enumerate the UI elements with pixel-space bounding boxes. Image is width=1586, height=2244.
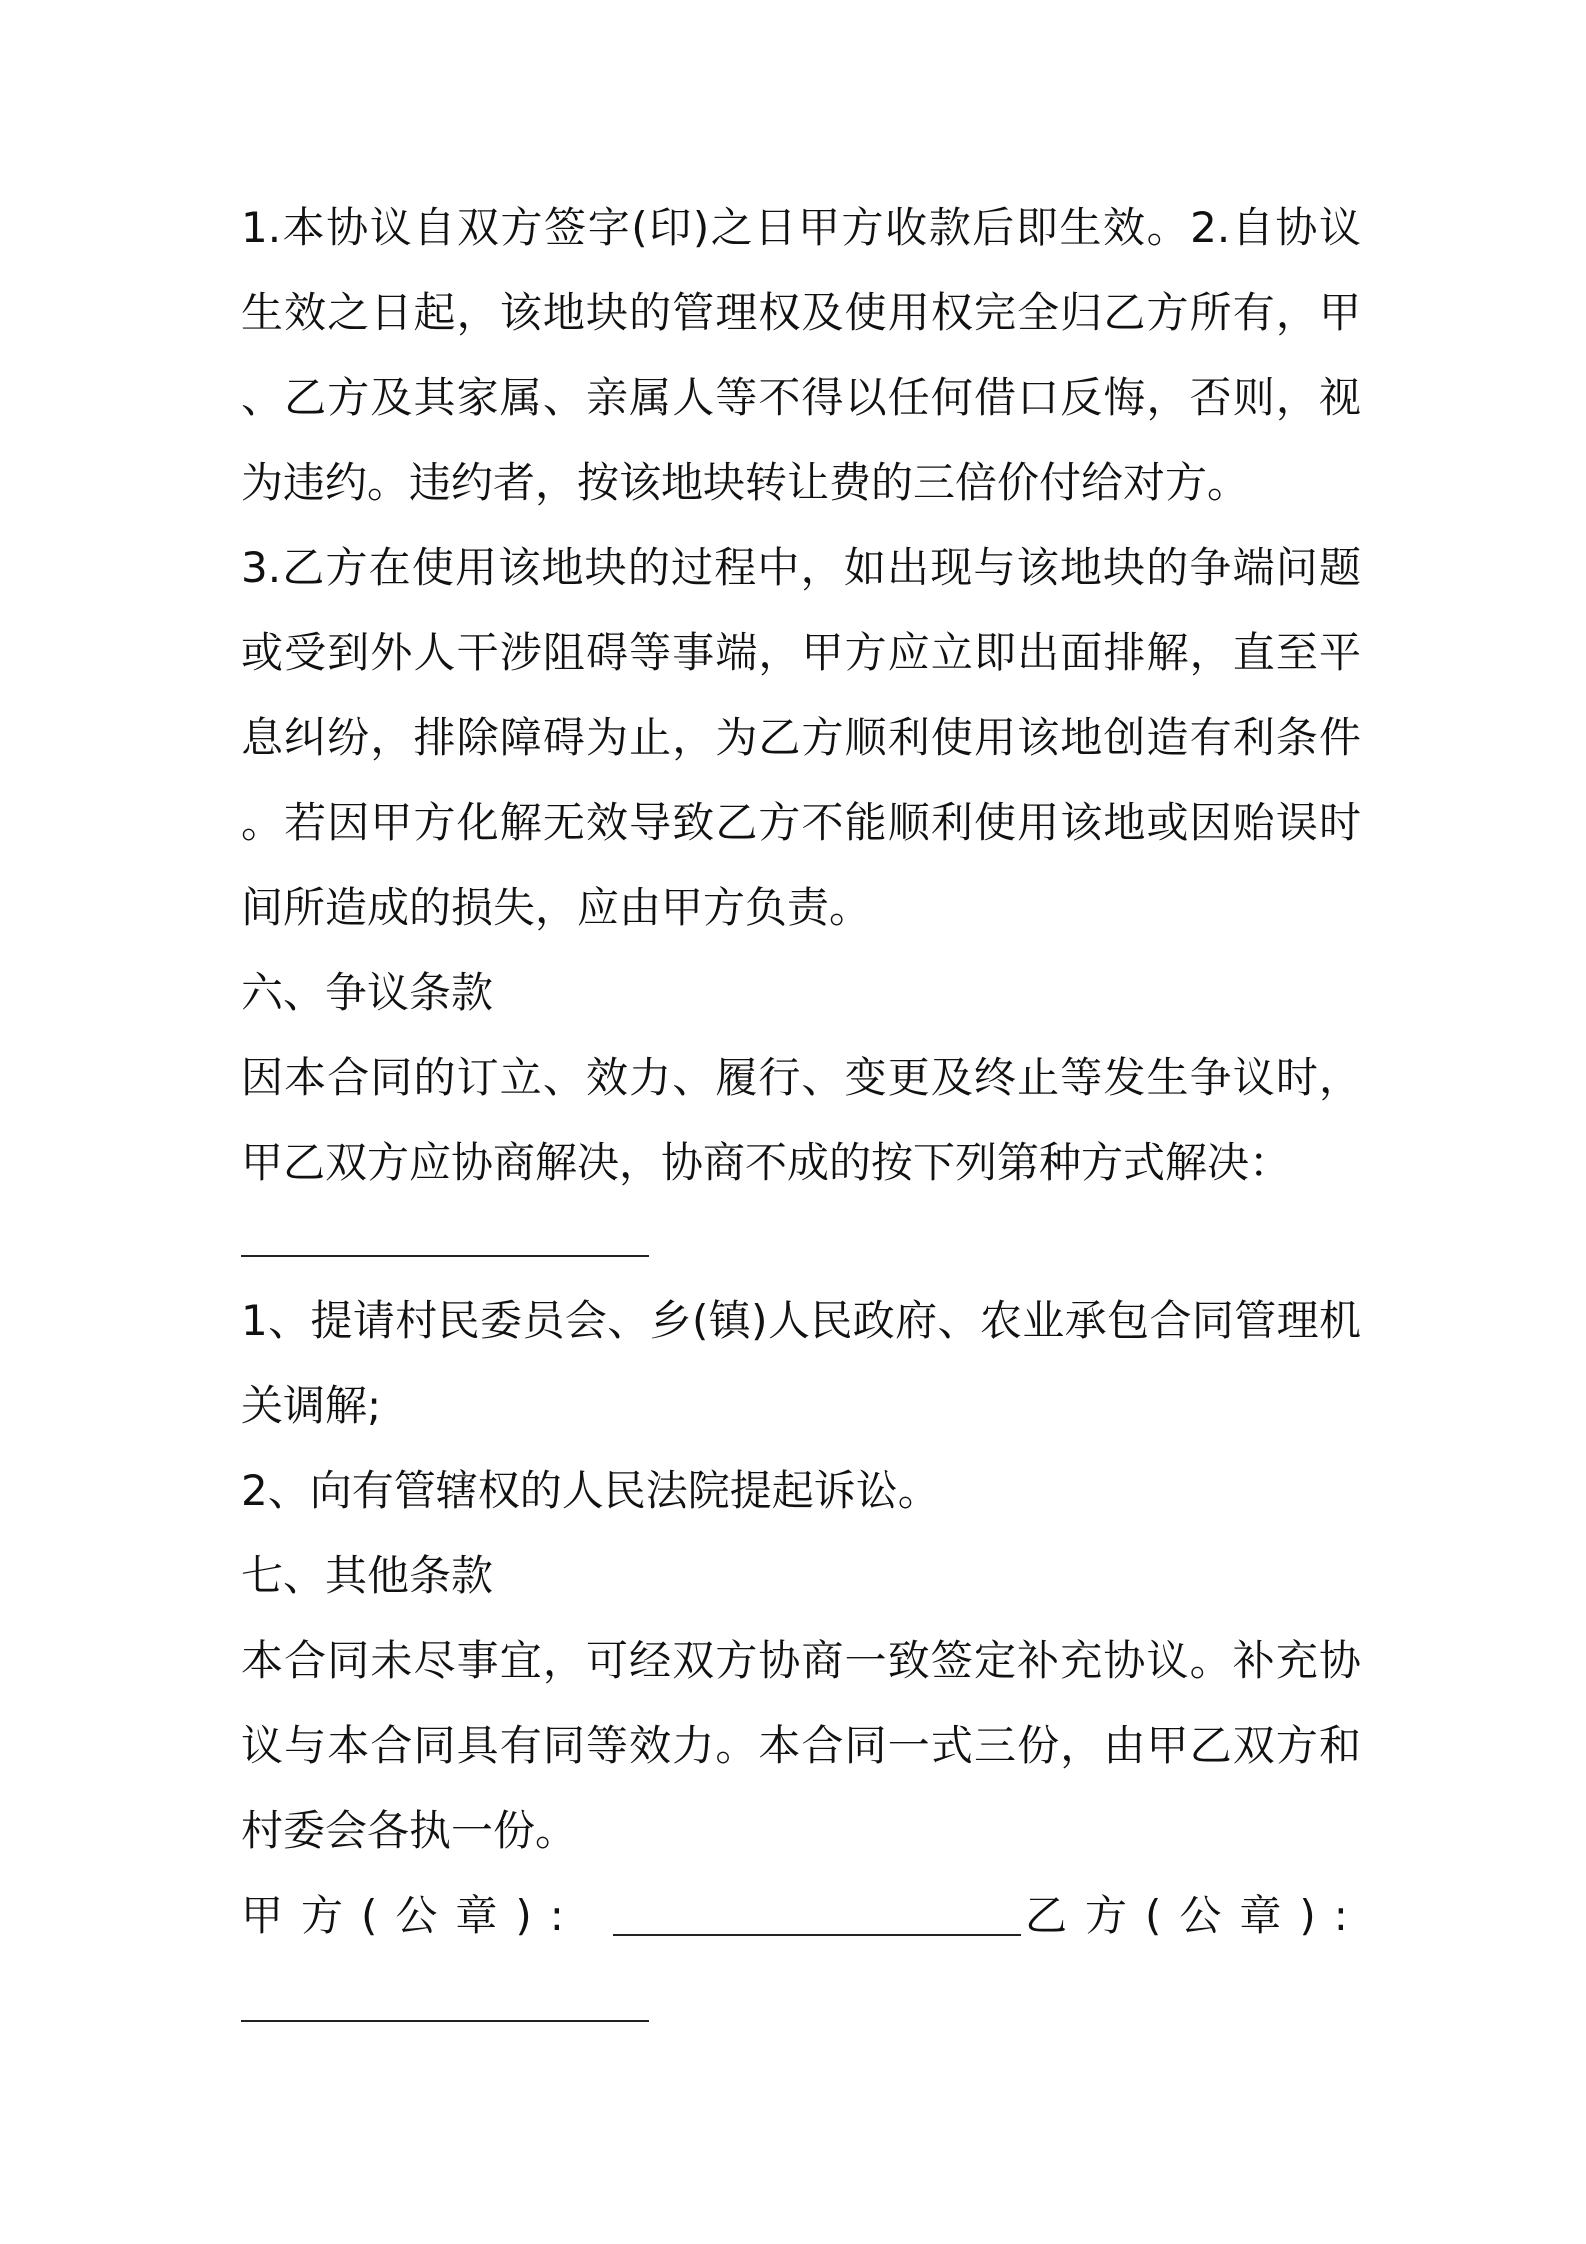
paragraph-line: 3.乙方在使用该地块的过程中，如出现与该地块的争端问题 (241, 543, 1361, 592)
section-heading: 六、争议条款 (241, 968, 494, 1017)
paragraph-line: 、乙方及其家属、亲属人等不得以任何借口反悔，否则，视 (241, 373, 1361, 422)
paragraph-line: 息纠纷，排除障碍为止，为乙方顺利使用该地创造有利条件 (241, 713, 1361, 762)
paragraph-line: 为违约。违约者，按该地块转让费的三倍价付给对方。 (241, 458, 1250, 507)
paragraph-line: 2、向有管辖权的人民法院提起诉讼。 (241, 1466, 940, 1515)
section-heading: 七、其他条款 (241, 1551, 494, 1600)
paragraph-line: 关调解; (241, 1381, 382, 1430)
paragraph-line: 村委会各执一份。 (241, 1806, 578, 1855)
party-a-seal-label: 甲方(公章): (241, 1891, 582, 1940)
paragraph-line: 1.本协议自双方签字(印)之日甲方收款后即生效。2.自协议 (241, 203, 1361, 252)
paragraph-line: 或受到外人干涉阻碍等事端，甲方应立即出面排解，直至平 (241, 628, 1361, 677)
party-a-seal-blank (613, 1934, 1021, 1936)
paragraph-line: 议与本合同具有同等效力。本合同一式三份，由甲乙双方和 (241, 1721, 1361, 1770)
paragraph-line: 间所造成的损失，应由甲方负责。 (241, 883, 872, 932)
party-b-seal-label: 乙方(公章): (1025, 1891, 1366, 1940)
paragraph-line: 1、提请村民委员会、乡(镇)人民政府、农业承包合同管理机 (241, 1296, 1361, 1345)
paragraph-line: 。若因甲方化解无效导致乙方不能顺利使用该地或因贻误时 (241, 798, 1361, 847)
paragraph-line: 甲乙双方应协商解决，协商不成的按下列第种方式解决： (241, 1138, 1292, 1187)
signature-row (241, 1888, 1366, 1944)
paragraph-line: 生效之日起，该地块的管理权及使用权完全归乙方所有，甲 (241, 288, 1361, 337)
paragraph-line: 因本合同的订立、效力、履行、变更及终止等发生争议时， (241, 1053, 1361, 1102)
fill-in-blank (241, 1255, 649, 1257)
party-b-seal-blank (241, 2020, 649, 2022)
paragraph-line: 本合同未尽事宜，可经双方协商一致签定补充协议。补充协 (241, 1636, 1361, 1685)
